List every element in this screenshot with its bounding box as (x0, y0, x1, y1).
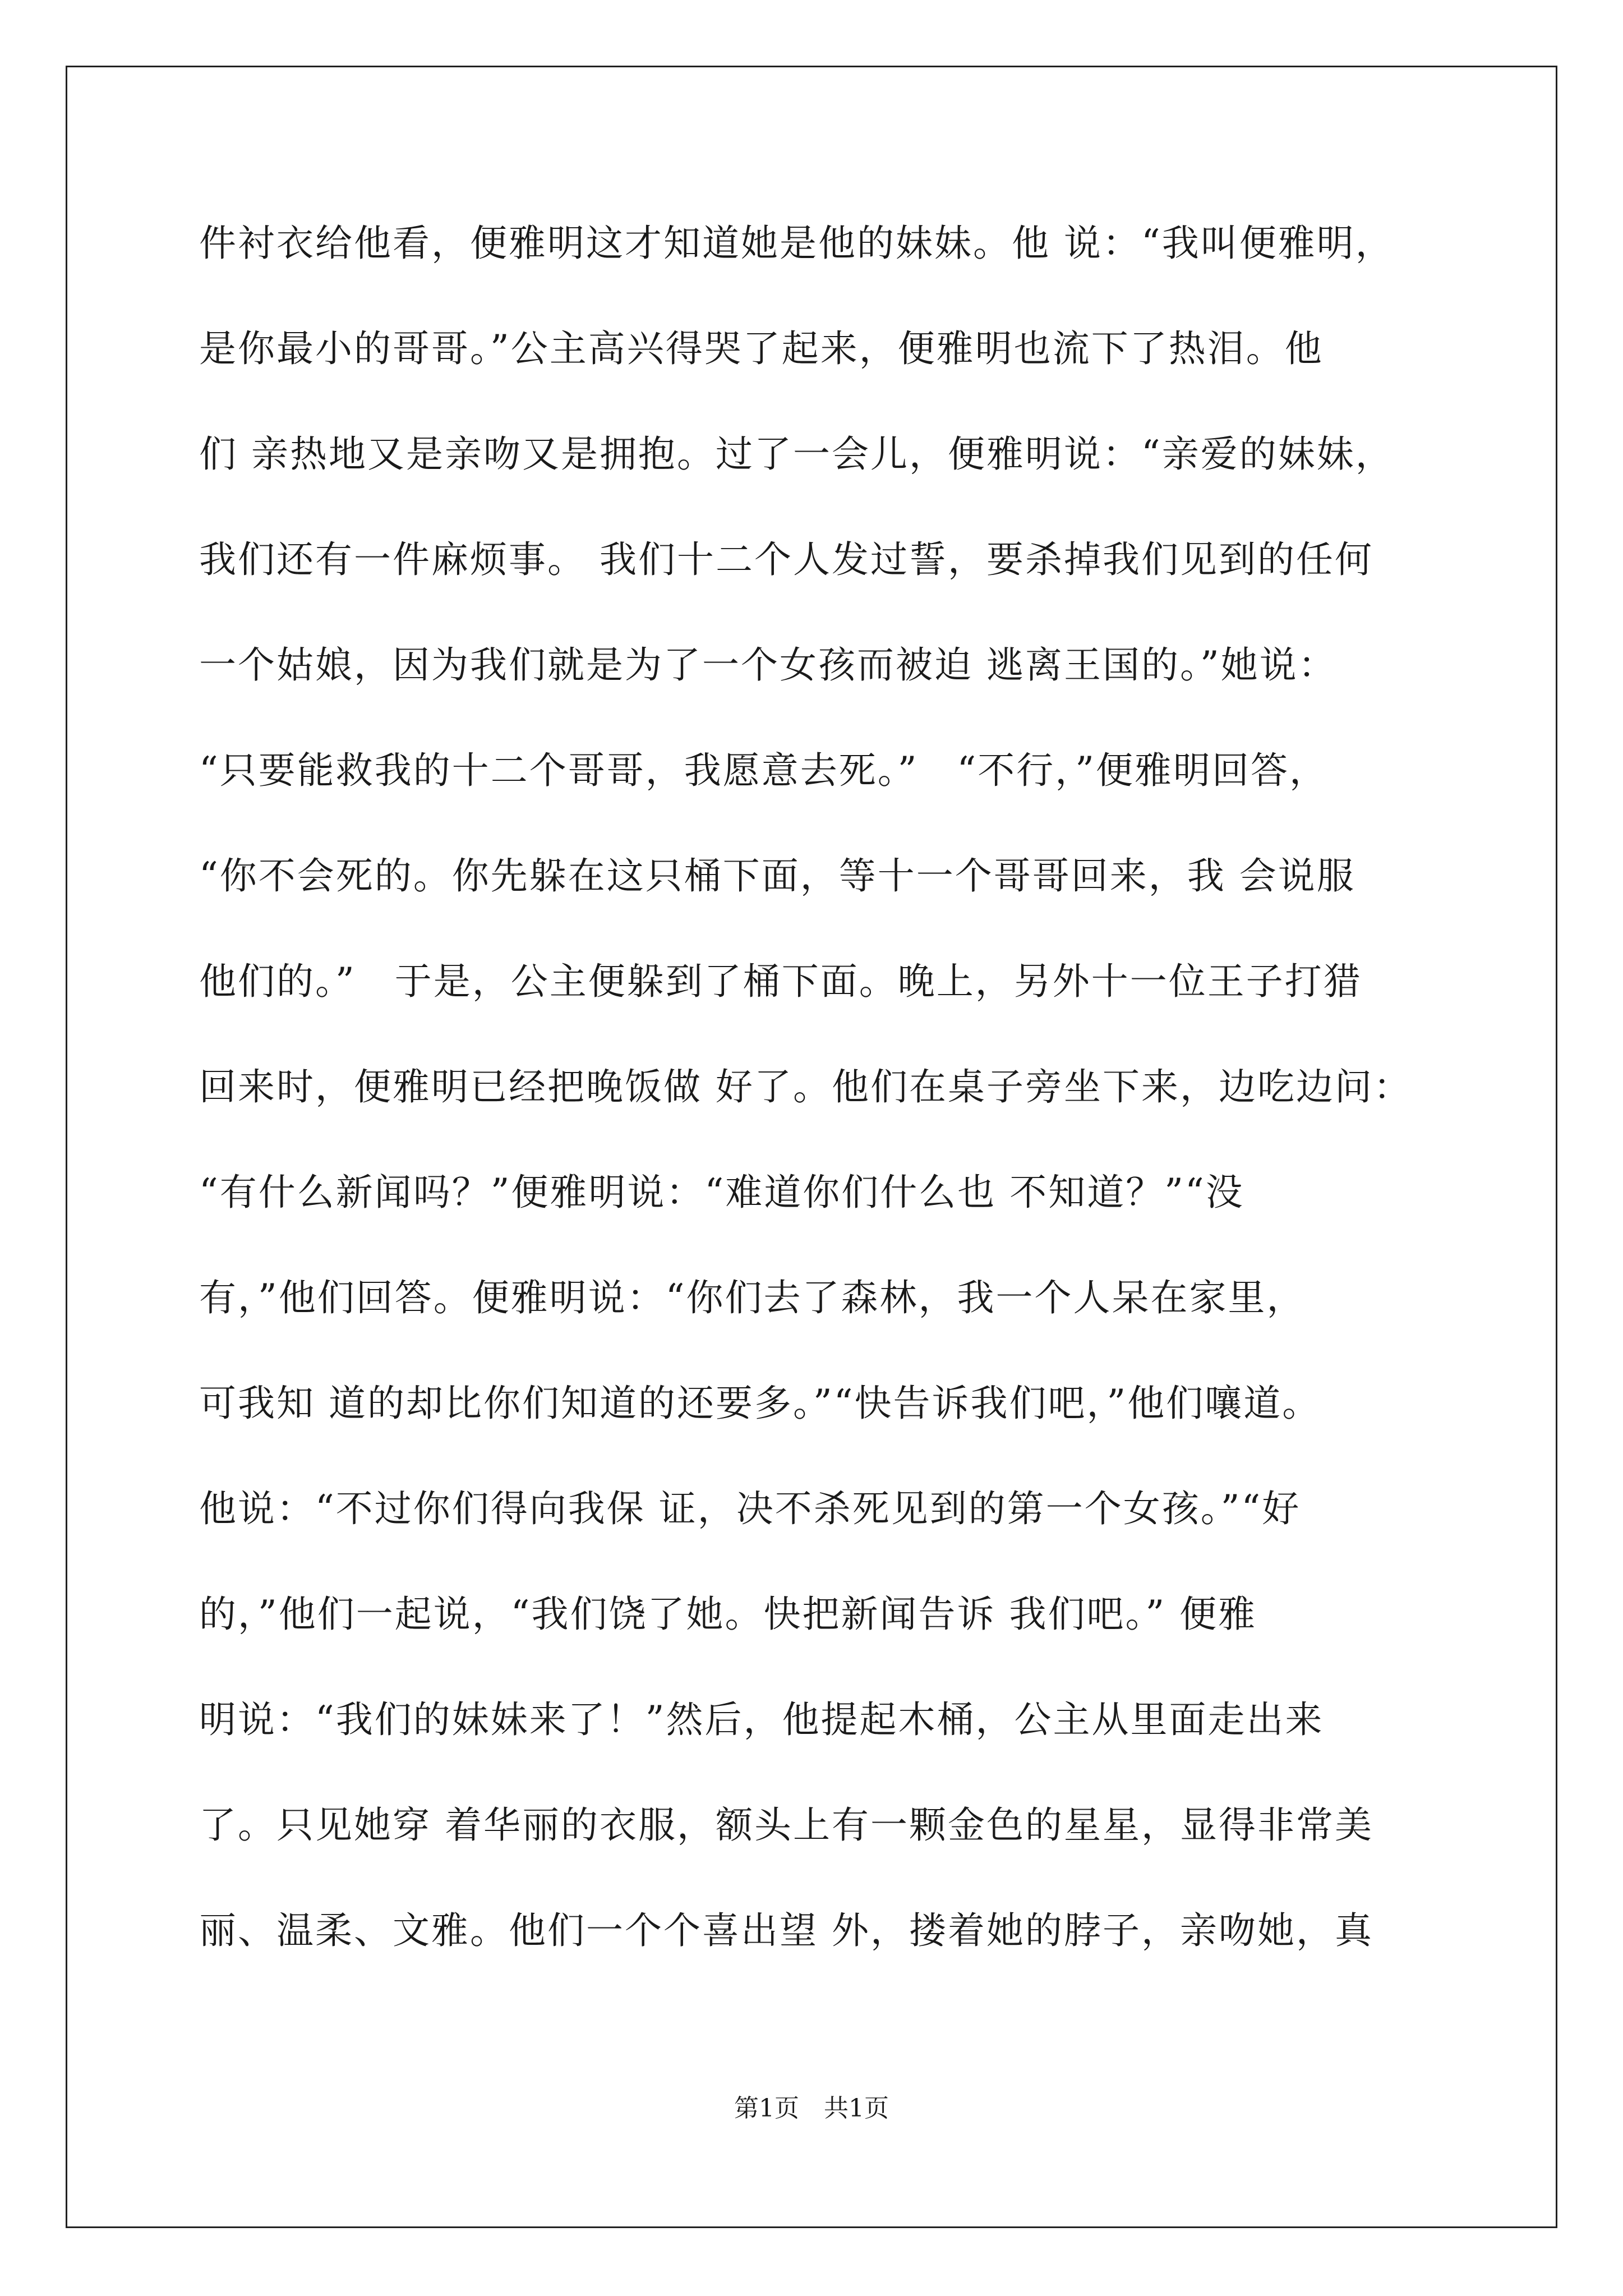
text-line: “有什么新闻吗？”便雅明说：“难道你们什么也 不知道？”“没 (199, 1171, 1244, 1214)
text-line: “只要能救我的十二个哥哥，我愿意去死。” “不行，”便雅明回答， (199, 749, 1328, 792)
text-line: 是你最小的哥哥。”公主高兴得哭了起来，便雅明也流下了热泪。他 (199, 327, 1324, 370)
text-line: 明说：“我们的妹妹来了！”然后，他提起木桶，公主从里面走出来 (199, 1698, 1324, 1741)
text-line: 们 亲热地又是亲吻又是拥抱。过了一会儿，便雅明说：“亲爱的妹妹， (199, 432, 1394, 476)
text-line: 的，”他们一起说，“我们饶了她。快把新闻告诉 我们吧。” 便雅 (199, 1593, 1257, 1636)
text-line: 他说：“不过你们得向我保 证，决不杀死见到的第一个女孩。”“好 (199, 1487, 1301, 1530)
text-line: 一个姑娘，因为我们就是为了一个女孩而被迫 逃离王国的。”她说： (199, 643, 1337, 687)
text-line: 回来时，便雅明已经把晚饭做 好了。他们在桌子旁坐下来，边吃边问： (199, 1065, 1412, 1108)
text-line: 丽、温柔、文雅。他们一个个喜出望 外，搂着她的脖子，亲吻她，真 (199, 1909, 1373, 1952)
text-line: 可我知 道的却比你们知道的还要多。”“快告诉我们吧，”他们嚷道。 (199, 1382, 1321, 1425)
text-line: 他们的。” 于是，公主便躲到了桶下面。晚上，另外十一位王子打猎 (199, 960, 1362, 1003)
text-line: 我们还有一件麻烦事。 我们十二个人发过誓，要杀掉我们见到的任何 (199, 538, 1373, 581)
page-number-footer: 第1页 共1页 (734, 2094, 889, 2123)
text-line: 件衬衣给他看，便雅明这才知道她是他的妹妹。他 说：“我叫便雅明， (199, 222, 1394, 265)
text-line: “你不会死的。你先躲在这只桶下面，等十一个哥哥回来，我 会说服 (199, 854, 1355, 898)
text-line: 有，”他们回答。便雅明说：“你们去了森林，我一个人呆在家里， (199, 1276, 1306, 1319)
document-body (199, 191, 1433, 1984)
text-line: 了。只见她穿 着华丽的衣服，额头上有一颗金色的星星，显得非常美 (199, 1803, 1373, 1847)
